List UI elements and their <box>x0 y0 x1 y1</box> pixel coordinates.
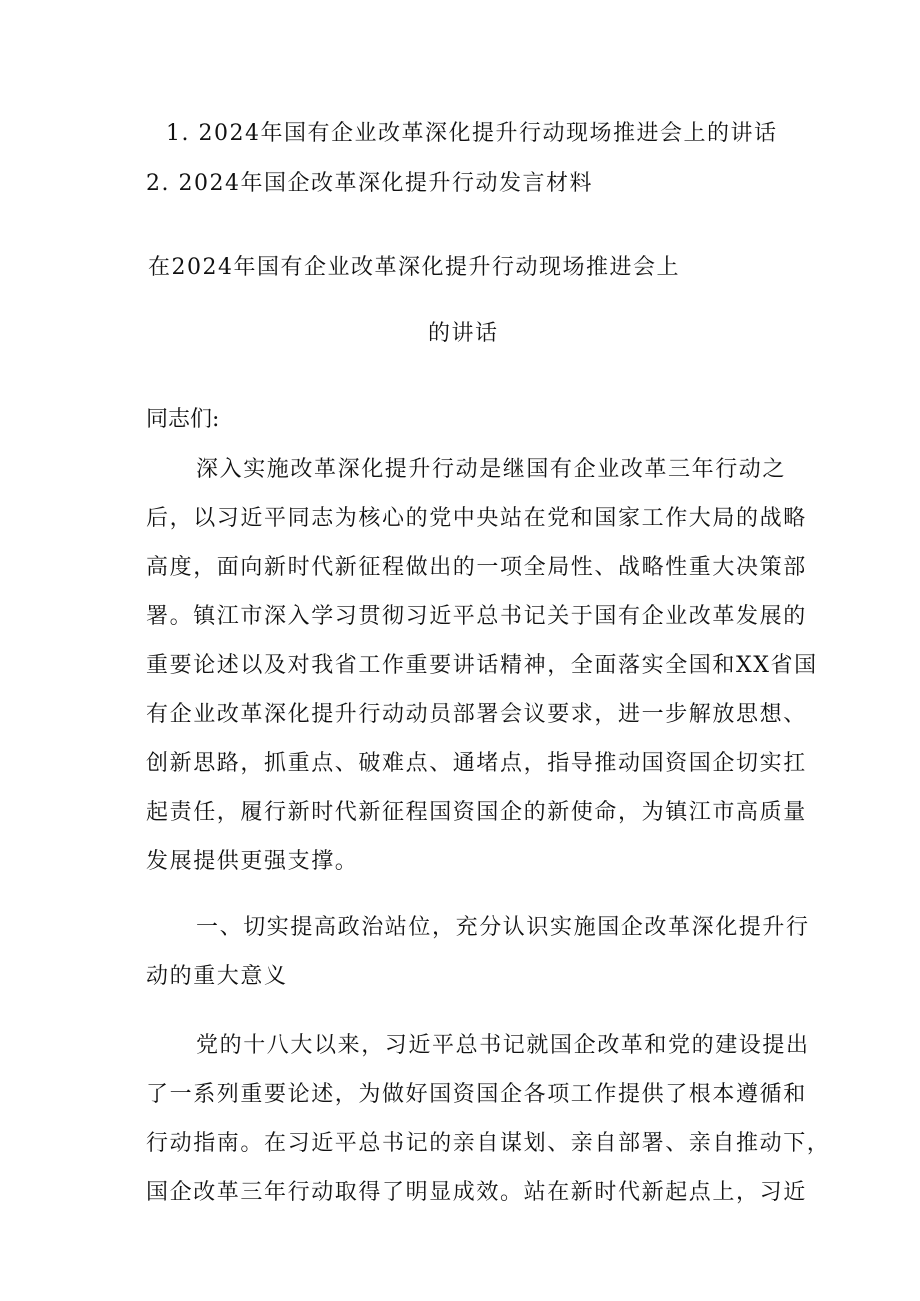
paragraph-line: 重要论述以及对我省工作重要讲话精神，全面落实全国和XX省国 <box>146 653 818 678</box>
section-heading-line: 动的重大意义 <box>146 964 288 989</box>
paragraph-line: 党的十八大以来，习近平总书记就国企改革和党的建设提出 <box>196 1033 810 1058</box>
section-heading-line: 一、切实提高政治站位，充分认识实施国企改革深化提升行 <box>196 915 810 940</box>
paragraph-line: 深入实施改革深化提升行动是继国有企业改革三年行动之 <box>196 457 787 482</box>
paragraph-line: 有企业改革深化提升行动动员部署会议要求，进一步解放思想、 <box>146 702 807 727</box>
paragraph-line: 行动指南。在习近平总书记的亲自谋划、亲自部署、亲自推动下， <box>146 1131 831 1156</box>
paragraph-line: 后，以习近平同志为核心的党中央站在党和国家工作大局的战略 <box>146 506 807 531</box>
salutation: 同志们: <box>146 407 220 432</box>
paragraph-line: 起责任，履行新时代新征程国资国企的新使命，为镇江市高质量 <box>146 800 807 825</box>
paragraph-line: 发展提供更强支撑。 <box>146 849 359 874</box>
paragraph-line: 国企改革三年行动取得了明显成效。站在新时代新起点上，习近 <box>146 1180 807 1205</box>
paragraph-line: 创新思路，抓重点、破难点、通堵点，指导推动国资国企切实扛 <box>146 751 807 776</box>
paragraph-line: 了一系列重要论述，为做好国资国企各项工作提供了根本遵循和 <box>146 1082 807 1107</box>
document-title-line-2: 的讲话 <box>428 321 499 346</box>
toc-item-2: 2. 2024年国企改革深化提升行动发言材料 <box>146 171 593 196</box>
paragraph-line: 署。镇江市深入学习贯彻习近平总书记关于国有企业改革发展的 <box>146 604 807 629</box>
toc-item-1: 1. 2024年国有企业改革深化提升行动现场推进会上的讲话 <box>166 121 778 146</box>
paragraph-line: 高度，面向新时代新征程做出的一项全局性、战略性重大决策部 <box>146 555 807 580</box>
document-title-line-1: 在2024年国有企业改革深化提升行动现场推进会上 <box>148 255 680 280</box>
